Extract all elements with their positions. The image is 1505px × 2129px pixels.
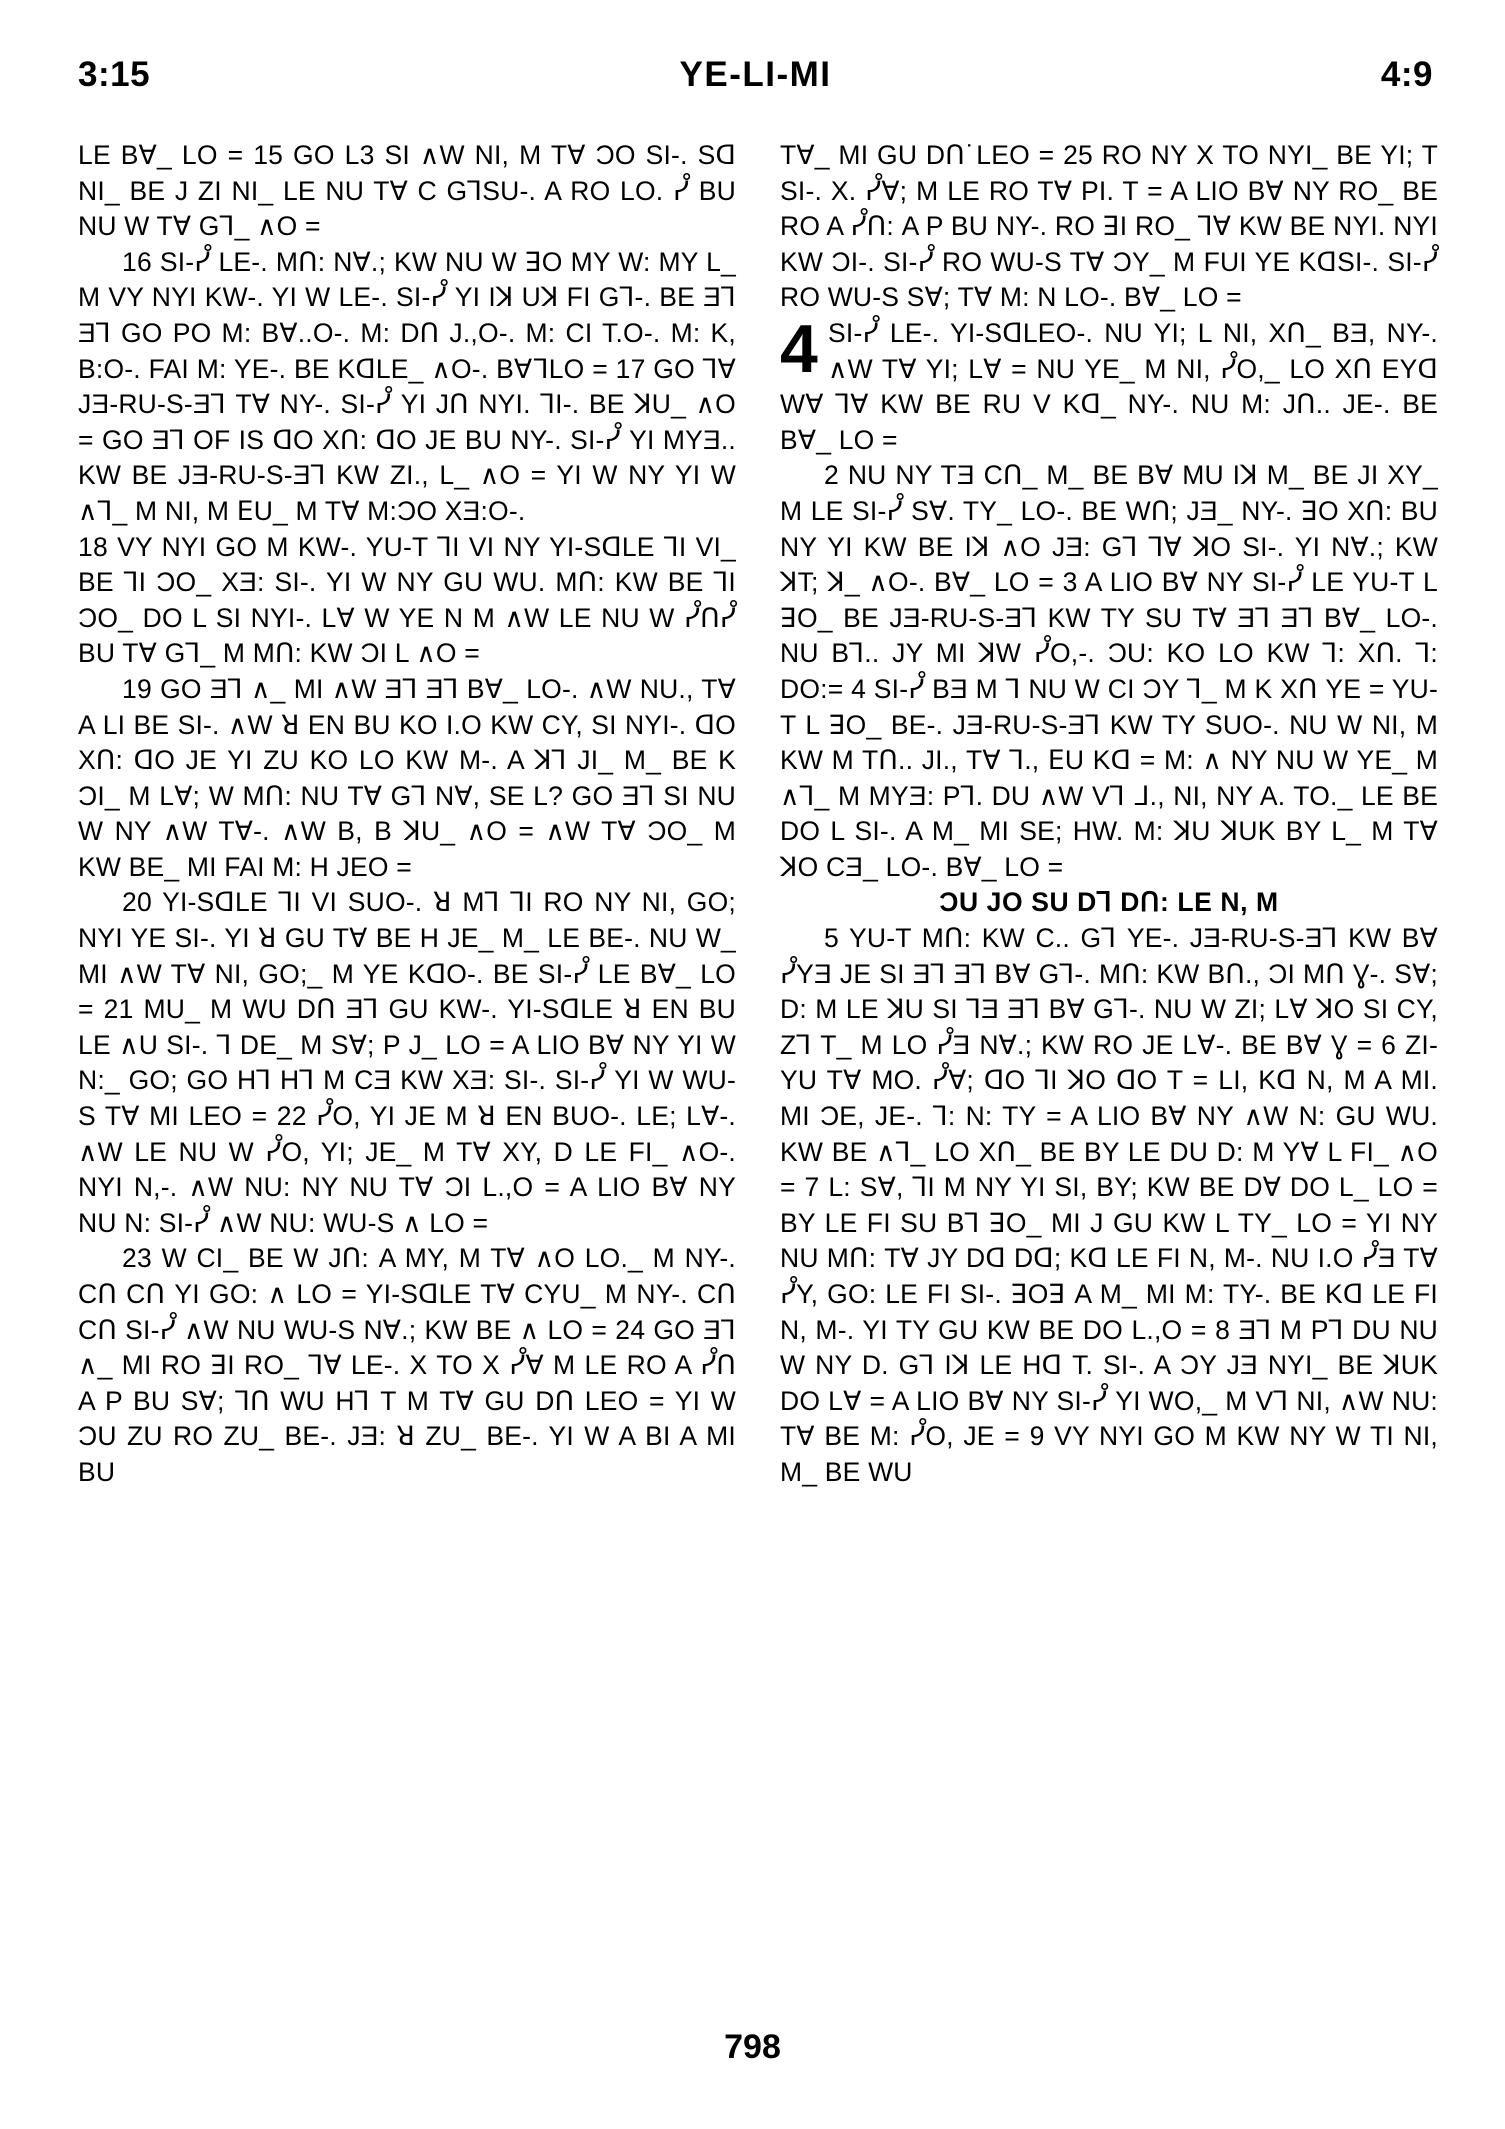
paragraph: 20 YI-SꓷLE ꓶI VI SUO-. ꓤ Mꓶ ꓶI RO NY NI, GO; NYI YE SI-. YI ꓤ GU T∀ BE H JE_ M_ LE BE-. NU W_ MI ∧W T∀ NI, GO;_ M YE KꓷO-. BE SI-ᓮ LE B∀_ LO = 21 MU_ M WU DՈ Ǝꓶ GU KW-. YI-SꓷLE ꓤ EN BU LE ∧U SI-. ꓶ DE_ M S∀; P Ј_ LO = A LIO B∀ NY YI W N:_ GO; GO Hꓶ Hꓶ M CƎ KW XƎ: SI-. SI-ᓮ YI W WU-S T∀ MI LEO = 22 ᓮO, YI JE M ꓤ EN BUO-. LE; L∀-. ∧W LE NU W ᓮO, YI; JE_ M T∀ XY, D LE FI_ ∧O-. NYI N,-. ∧W NU: NY NU T∀ ƆI L.,O = A LIO B∀ NY NU N: SI-ᓮ ∧W NU: WU-S ∧ LO = xyxy=(78,887,736,1238)
chapter-number: 4 xyxy=(780,310,819,387)
running-head-book-title: YE-LI-MI xyxy=(679,55,832,94)
text-columns xyxy=(78,138,1438,2006)
running-head-left-reference: 3:15 xyxy=(78,55,151,94)
paragraph: 2 NU NY TƎ CՈ_ M_ BE B∀ MU Iꓘ M_ BE JI XY_ M LE SI-ᓮ S∀. TY_ LO-. BE WՈ; JƎ_ NY-. ꓱO XՈ: BU NY YI KW BE Iꓘ ∧O JƎ: Gꓶ ꓶ∀ ꓘO SI-. YI N∀.; KW ꓘT; ꓘ_ ∧O-. B∀_ LO = 3 A LIO B∀ NY SI-ᓮ LE YU-T L ꓱO_ BE ЈƎ-RU-S-Ǝꓶ KW TY SU T∀ Ǝꓶ Ǝꓶ B∀_ LO-. NU Bꓶ.. JY MI ꓘW ᓮO,-. ƆU: KO LO KW ꓶ: XՈ. ꓶ: DO:= 4 SI-ᓮ BƎ M ꓶ NU W CI ƆY ꓶ_ M K XՈ YE = YU-T L ꓱO_ BE-. ЈƎ-RU-S-Ǝꓶ KW TY SUO-. NU W NI, M KW M TՈ.. JI., T∀ ꓶ., ꓰU Kꓷ = M: ∧ NY NU W YE_ M ∧ꓶ_ M MYƎ: Pꓶ. DU ∧W Vꓶ ᒧ., NI, NY A. TO._ LE BE DO L SI-. A M_ MI SE; HW. M: ꓘU ꓘUK BY L_ M T∀ ꓘO CƎ_ LO-. B∀_ LO = xyxy=(780,460,1438,882)
paragraph: 23 W CI_ BE W JՈ: A MY, M T∀ ∧O LO._ M NY-. CՈ CՈ YI GO: ∧ LO = YI-SꓷLE T∀ CYU_ M NY-. CՈ CՈ SI-ᓮ ∧W NU WU-S N∀.; KW BE ∧ LO = 24 GO Ǝꓶ ∧_ MI RO ꓱI RO_ ꓶ∀ LE-. X TO X ᓮ∀ M LE RO A ᓮՈ A P BU S∀; ꓶՈ WU Hꓶ T M T∀ GU DՈ LEO = YI W ƆU ZU RO ZU_ BE-. JƎ: ꓤ ZU_ BE-. YI W A BI A MI BU xyxy=(78,1243,736,1487)
chapter-text: SI-ᓮ LE-. YI-SꓷLEO-. NU YI; L NI, XՈ_ BƎ, NY-. ∧W T∀ YI; L∀ = NU YE_ M NI, ᓮO,_ LO XՈ EYꓷ W∀ ꓶ∀ KW BE RU V Kꓷ_ NY-. NU M: JՈ.. JE-. BE B∀_ LO = xyxy=(780,317,1438,455)
paragraph: 5 YU-T MՈ: KW C.. Gꓶ YE-. ЈƎ-RU-S-Ǝꓶ KW B∀ ᓮYƎ JE SI Ǝꓶ Ǝꓶ B∀ Gꓶ-. MՈ: KW BՈ., ƆI MՈ Ɣ-. S∀; D: M LE ꓘU SI ꓶƎ Ǝꓶ B∀ Gꓶ-. NU W ZI; L∀ ꓘO SI CY, Zꓶ T_ M LO ᓮƎ N∀.; KW RO JE L∀-. BE B∀ Ɣ = 6 ZI-YU T∀ MO. ᓮ∀; ꓷO ꓶI ꓘO ꓷO T = LI, Kꓷ N, M A MI. MI ƆE, JE-. ꓶ: N: TY = A LIO B∀ NY ∧W N: GU WU. KW BE ∧ꓶ_ LO XՈ_ BE BY LE DU D: M Y∀ L FI_ ∧O = 7 L: S∀, ꓶI M NY YI SI, BY; KW BE D∀ DO L_ LO = BY LE FI SU Bꓶ ꓱO_ MI Ј GU KW L TY_ LO = YI NY NU MՈ: T∀ JY Dꓷ Dꓷ; Kꓷ LE FI N, M-. NU I.O ᓮƎ T∀ ᓮY, GO: LE FI SI-. ꓱOꓱ A M_ MI M: TY-. BE Kꓷ LE FI N, M-. YI TY GU KW BE DO L.,O = 8 Ǝꓶ M Pꓶ DU NU W NY D. Gꓶ Iꓘ LE Hꓷ T. SI-. A ƆY JƎ NYI_ BE ꓘUK DO L∀ = A LIO B∀ NY SI-ᓮ YI WO,_ M Vꓶ NI, ∧W NU: T∀ BE M: ᓮO, JE = 9 VY NYI GO M KW NY W TI NI, M_ BE WU xyxy=(780,923,1438,1487)
paragraph: 18 VY NYI GO M KW-. YU-T ꓶI VI NY YI-SꓷLE ꓶI VI_ BE ꓶI ƆO_ XƎ: SI-. YI W NY GU WU. MՈ: KW BE ꓶI ƆO_ DO L SI NYI-. L∀ W YE N M ∧W LE NU W ᓮՈᓮ BU T∀ Gꓶ_ M MՈ: KW ƆI L ∧O = xyxy=(78,531,736,669)
paragraph: T∀_ MI GU DՈ˙LEO = 25 RO NY X TO NYI_ BE YI; T SI-. X. ᓮ∀; M LE RO T∀ PI. T = A LIO B∀ NY RO_ BE RO A ᓮՈ: A P BU NY-. RO ꓱI RO_ ꓶ∀ KW BE NYI. NYI KW ƆI-. SI-ᓮ RO WU-S T∀ ƆY_ M FUI YE KꓷSI-. SI-ᓮ RO WU-S S∀; T∀ M: N LO-. B∀_ LO = xyxy=(780,140,1439,313)
left-column xyxy=(78,138,736,2006)
chapter-paragraph xyxy=(780,310,1438,458)
right-column xyxy=(780,138,1438,2006)
running-head-right-reference: 4:9 xyxy=(1380,55,1433,94)
page-number: 798 xyxy=(724,2028,781,2066)
running-head xyxy=(78,52,1433,98)
paragraph: 19 GO Ǝꓶ ∧_ MI ∧W Ǝꓶ Ǝꓶ B∀_ LO-. ∧W NU., T∀ A LI BE SI-. ∧W ꓤ EN BU KO I.O KW CY, SI NYI-. ꓷO XՈ: ꓷO JE YI ZU KO LO KW M-. A ꓘꓶ JI_ M_ BE K ƆI_ M L∀; W MՈ: NU T∀ Gꓶ N∀, SE L? GO Ǝꓶ SI NU W NY ∧W T∀-. ∧W B, B ꓘU_ ∧O = ∧W T∀ ƆO_ M KW BE_ MI FAI M: H JEO = xyxy=(78,673,736,882)
paragraph: 16 SI-ᓮ LE-. MՈ: N∀.; KW NU W ꓱO MY W: MY L_ M VY NYI KW-. YI W LE-. SI-ᓮ YI Iꓘ Uꓘ FI Gꓶ-. BE Ǝꓶ Ǝꓶ GO PO M: B∀..O-. M: DՈ Ј.,O-. M: CI T.O-. M: K, B:O-. FAI M: YE-. BE KꓷLE_ ∧O-. B∀ᒣLO = 17 GO ꓶ∀ ЈƎ-RU-S-Ǝꓶ T∀ NY-. SI-ᓮ YI JՈ NYI. ꓶI-. BE ꓘU_ ∧O = GO Ǝꓶ OF IS ꓷO XՈ: ꓷO JE BU NY-. SI-ᓮ YI MYƎ.. KW BE ЈƎ-RU-S-Ǝꓶ KW ZI., L_ ∧O = YI W NY YI W ∧ꓶ_ M NI, M ꓰU_ M T∀ M:ƆO XƎ:O-. xyxy=(78,246,736,526)
paragraph: LE B∀_ LO = 15 GO L3 SI ∧W NI, M T∀ ƆO SI-. Sꓷ NI_ BE Ј ZI NI_ LE NU T∀ C GꓶSU-. A RO LO. ᓮ BU NU W T∀ Gꓶ_ ∧O = xyxy=(78,140,736,242)
section-subheading: ƆU JO SU Dꓶ DՈ: LE N, M xyxy=(939,887,1279,918)
